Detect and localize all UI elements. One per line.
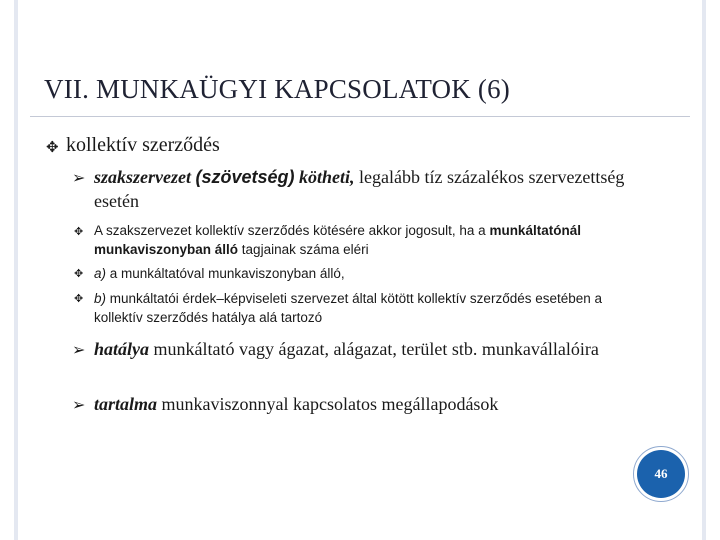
level2-item bbox=[94, 392, 634, 416]
arrow-bullet-icon: ➢ bbox=[72, 342, 86, 359]
level3-bullet-icon: ✥ bbox=[74, 226, 84, 238]
text-emphasis: (szövetség) bbox=[195, 167, 295, 187]
arrow-bullet-icon: ➢ bbox=[72, 397, 86, 414]
level2-item bbox=[94, 165, 634, 213]
text-run: a munkáltatóval munkaviszonyban álló, bbox=[106, 266, 345, 281]
level1-item: kollektív szerződés bbox=[66, 134, 220, 156]
level2-item bbox=[94, 337, 634, 361]
level3-item bbox=[94, 221, 614, 259]
page-number-badge: 46 bbox=[637, 450, 685, 498]
title-divider bbox=[30, 116, 690, 117]
text-emphasis: kötheti, bbox=[294, 167, 355, 187]
text-run: munkáltató vagy ágazat, alágazat, terület stb. munkavállalóira bbox=[149, 339, 599, 359]
text-emphasis: tartalma bbox=[94, 394, 158, 414]
text-run: tagjainak száma eléri bbox=[238, 242, 369, 257]
slide-title: VII. MUNKAÜGYI KAPCSOLATOK (6) bbox=[44, 74, 510, 104]
level3-bullet-icon: ✥ bbox=[74, 293, 84, 305]
text-run: A szakszervezet kollektív szerződés kötésére akkor jogosult, ha a bbox=[94, 223, 490, 238]
level1-bullet-icon: ✥ bbox=[46, 140, 59, 156]
text-emphasis: szakszervezet bbox=[94, 167, 196, 187]
level3-bullet-icon: ✥ bbox=[74, 268, 84, 280]
text-run: legalább tíz százalékos szervezettség esetén bbox=[94, 167, 625, 211]
text-emphasis: hatálya bbox=[94, 339, 150, 359]
text-run: munkaviszonnyal kapcsolatos megállapodások bbox=[157, 394, 499, 414]
level3-item bbox=[94, 264, 614, 283]
text-emphasis: a) bbox=[94, 266, 107, 281]
arrow-bullet-icon: ➢ bbox=[72, 170, 86, 187]
right-frame-bar bbox=[702, 0, 706, 540]
text-emphasis: munkáltatónál munkaviszonyban álló bbox=[94, 223, 581, 257]
text-run: munkáltatói érdek–képviseleti szervezet által kötött kollektív szerződés esetében a kollektív szerződés hatálya alá tartozó bbox=[94, 291, 603, 325]
left-frame-bar bbox=[14, 0, 18, 540]
level3-item bbox=[94, 289, 614, 327]
text-emphasis: b) bbox=[94, 291, 107, 306]
